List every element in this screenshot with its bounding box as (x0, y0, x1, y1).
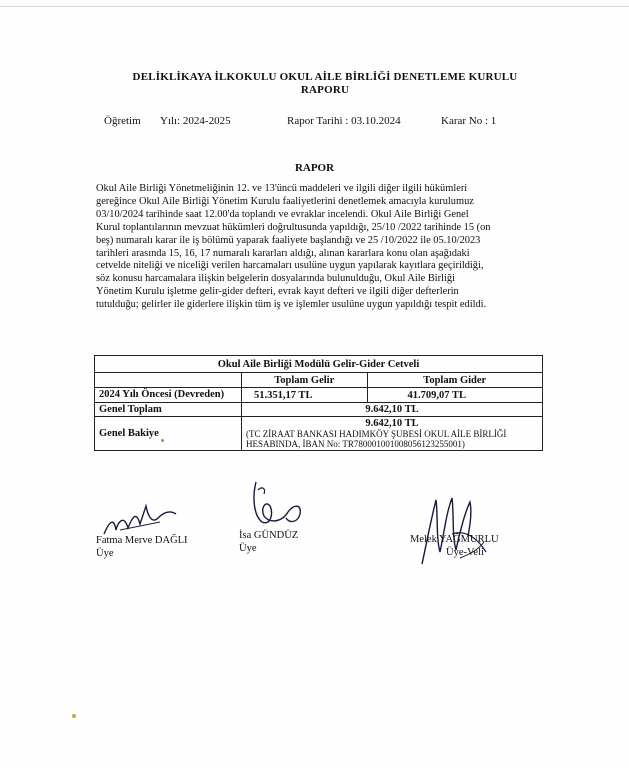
col-total-income: Toplam Gelir (242, 373, 368, 388)
ogretim-label: Öğretim (104, 115, 141, 127)
report-title-line2: RAPORU (300, 84, 350, 96)
row-label-carryover: 2024 Yılı Öncesi (Devreden) (95, 388, 242, 403)
report-date: Rapor Tarihi : 03.10.2024 (287, 115, 401, 127)
paragraph-line: cetvelde niteliği ve niceliği verilen harcamaları usulüne uygun yapılarak kayıtlara geçirildiği, (96, 260, 484, 272)
row-label-grand-total: Genel Toplam (95, 403, 242, 417)
balance-cell (242, 417, 543, 451)
table-header-row (95, 373, 543, 388)
paragraph-line: Yönetim Kurulu işletme gelir-gider defteri, evrak kayıt defteri ve ilgili diğer defterlerin (96, 286, 459, 298)
paragraph-line: beş) numaralı karar ile iş bölümü yaparak faaliyete başlandığı ve 25 /10/2022 ile 05.10/2023 (96, 234, 481, 246)
ink-speck (161, 439, 164, 442)
paragraph-line: söz konusu harcamalara ilişkin belgelerin dosyalarında bulunulduğu, Okul Aile Birliği (96, 273, 455, 285)
table-row (95, 417, 543, 451)
balance-bank-info: (TC ZİRAAT BANKASI HADIMKÖY ŞUBESİ OKUL AİLE BİRLİĞİ HESABINDA, İBAN No: TR780001001008056123255001) (246, 429, 507, 449)
signatory-role: Üye-Veli (446, 547, 484, 558)
signatory-2 (239, 529, 298, 555)
signatory-3 (410, 533, 499, 559)
paragraph-line: Kurul toplantılarının mevzuat hükümleri doğrultusunda yapıldığı, 25/10 /2022 tarihinde 15 (on (96, 221, 491, 233)
report-title-line1: DELİKLİKAYA İLKOKULU OKUL AİLE BİRLİĞİ DENETLEME KURULU (132, 71, 518, 83)
ink-speck (72, 714, 76, 718)
signatory-name: İsa GÜNDÜZ (239, 530, 299, 541)
paragraph-line: gereğince Okul Aile Birliği Yönetim Kurulu faaliyetlerini denetlemek amacıyla kurulumuz (96, 195, 474, 207)
report-paragraph (96, 183, 543, 312)
carryover-income: 51.351,17 TL (242, 388, 368, 403)
col-total-expense: Toplam Gider (367, 373, 542, 388)
signatory-name: Melek YAĞMURLU (410, 534, 499, 545)
paragraph-line: Okul Aile Birliği Yönetmeliğinin 12. ve 13'üncü maddeleri ve ilgili diğer ilgili hükümleri (96, 183, 468, 194)
academic-year: Yılı: 2024-2025 (160, 115, 231, 127)
income-expense-table (94, 355, 543, 451)
paragraph-line: 03/10/2024 tarihinde saat 12.00'da toplandı ve evraklar incelendi. Okul Aile Birliği Genel (96, 208, 469, 220)
table-row (95, 388, 543, 403)
carryover-expense: 41.709,07 TL (367, 388, 542, 403)
grand-total-value: 9.642,10 TL (242, 403, 543, 417)
table-caption: Okul Aile Birliği Modülü Gelir-Gider Cetveli (95, 356, 543, 373)
signatory-role: Üye (96, 548, 114, 559)
section-title: RAPOR (294, 162, 335, 174)
signatory-name: Fatma Merve DAĞLI (96, 535, 188, 546)
signatory-role: Üye (239, 543, 257, 554)
row-label-balance: Genel Bakiye (95, 417, 242, 451)
paragraph-line: tutulduğu; gelirler ile giderlere ilişkin tüm iş ve işlemler usulüne uygun yapıldığı tespit edildi. (96, 299, 487, 311)
signature-2-image (248, 478, 308, 530)
signatory-1 (96, 534, 188, 560)
table-row (95, 403, 543, 417)
table-caption-row (95, 356, 543, 373)
balance-amount: 9.642,10 TL (365, 418, 419, 429)
decision-number: Karar No : 1 (441, 115, 497, 127)
paragraph-line: tarihleri arasında 15, 16, 17 numaralı kararları aldığı, alınan kararlara konu olan aşağıdaki (96, 247, 470, 259)
top-divider (0, 6, 629, 7)
table-header-empty (95, 373, 242, 388)
